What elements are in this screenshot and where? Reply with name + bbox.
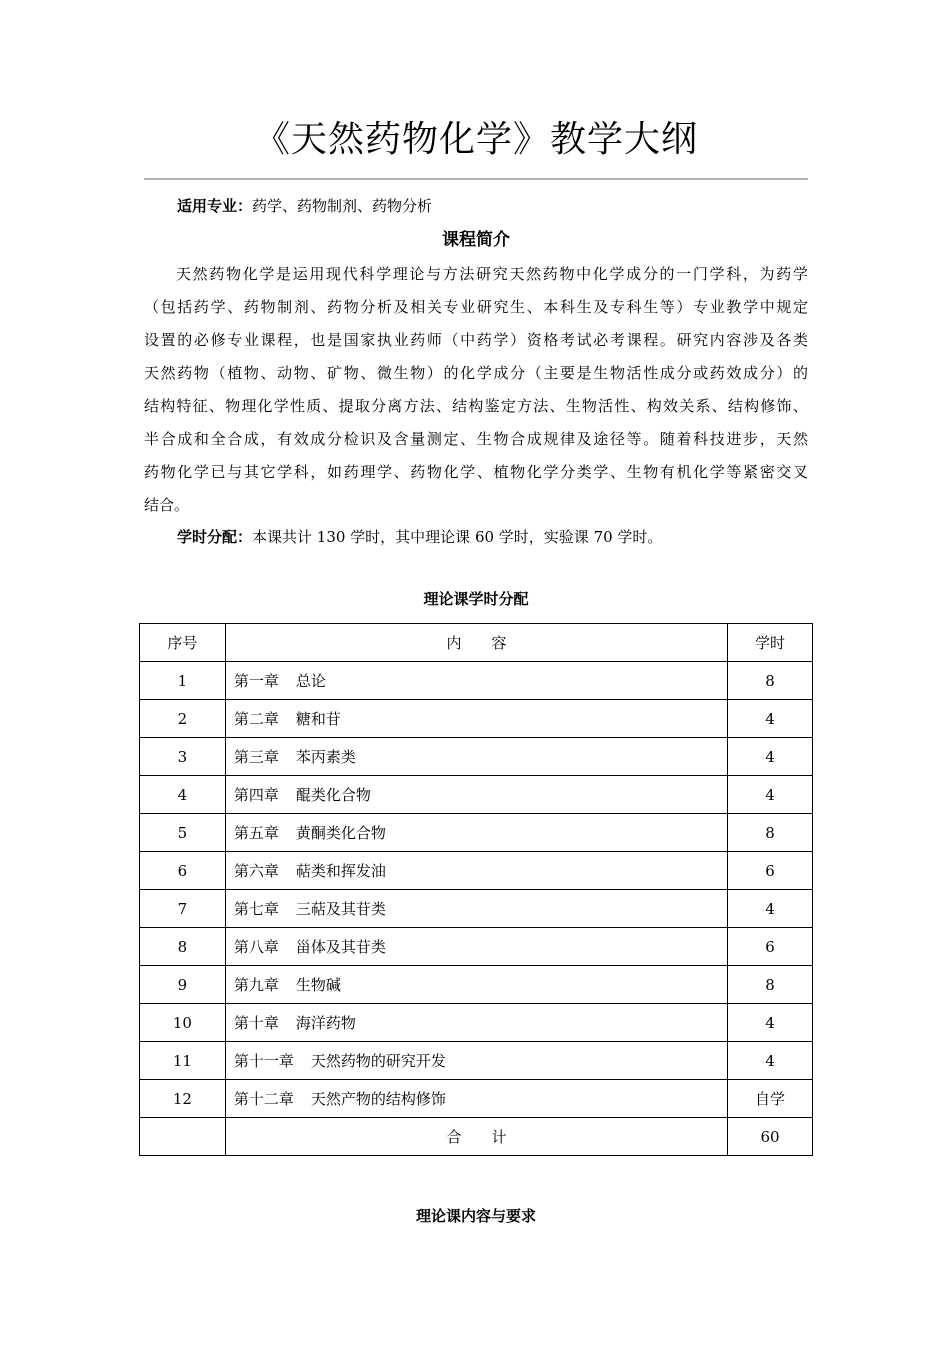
intro-line: 半 合 成 和 全 合 成 ， 有 效 成 分 检 识 及 含 量 测 定 、 生 物 合 成 规 律 及 途 径 等 。 随 着 科 技 进 步 ， 天 然 [144,430,808,448]
hours-label: 学时分配： [177,528,253,546]
row-chapter: 第二章 [233,710,279,728]
row-topic: 醌类化合物 [295,786,371,804]
row-num: 7 [140,890,226,928]
row-topic: 海洋药物 [295,1014,356,1032]
row-topic: 生物碱 [295,976,341,994]
row-content [225,852,727,890]
row-content [225,814,727,852]
page-title: 《天然药物化学》教学大纲 [253,119,698,160]
intro-line: 天 然 药 物 （ 植 物 、 动 物 、 矿 物 、 微 生 物 ） 的 化 学 成 分 （ 主 要 是 生 物 活 性 成 分 或 药 效 成 分 ） 的 [144,364,808,382]
row-num: 4 [140,776,226,814]
row-hours: 4 [728,890,813,928]
total-hours: 60 [728,1118,813,1156]
total-num [140,1118,226,1156]
row-chapter: 第五章 [233,824,279,842]
table-row [140,738,813,776]
row-num: 3 [140,738,226,776]
row-topic: 甾体及其苷类 [295,938,386,956]
row-chapter: 第七章 [233,900,279,918]
table-row [140,1080,813,1118]
row-hours: 4 [728,776,813,814]
row-chapter: 第八章 [233,938,279,956]
hours-table [139,623,813,1156]
row-chapter: 第四章 [233,786,279,804]
major-value: 药学、药物制剂、药物分析 [252,197,433,215]
row-topic: 总论 [295,672,326,690]
row-hours: 4 [728,1004,813,1042]
row-chapter: 第三章 [233,748,279,766]
hours-value: 本课共计 130 学时，其中理论课 60 学时，实验课 70 学时。 [252,528,663,546]
table-header-row [140,624,813,662]
row-content [225,890,727,928]
row-content [225,738,727,776]
row-content [225,776,727,814]
table-row [140,814,813,852]
row-content [225,700,727,738]
row-topic: 糖和苷 [295,710,341,728]
row-num: 2 [140,700,226,738]
row-hours: 8 [728,814,813,852]
row-num: 1 [140,662,226,700]
row-content [225,1004,727,1042]
table-row [140,1042,813,1080]
row-topic: 天然药物的研究开发 [310,1052,446,1070]
row-hours: 6 [728,928,813,966]
row-topic: 苯丙素类 [295,748,356,766]
header-num: 序号 [140,624,226,662]
table-row [140,966,813,1004]
row-topic: 萜类和挥发油 [295,862,386,880]
row-hours: 4 [728,1042,813,1080]
row-content [225,1042,727,1080]
intro-line: 结 构 特 征 、 物 理 化 学 性 质 、 提 取 分 离 方 法 、 结 构 鉴 定 方 法 、 生 物 活 性 、 构 效 关 系 、 结 构 修 饰 、 [144,397,808,415]
table-row [140,700,813,738]
major-label: 适用专业： [177,197,253,215]
row-hours: 自学 [728,1080,813,1118]
row-num: 8 [140,928,226,966]
row-topic: 三萜及其苷类 [295,900,386,918]
intro-line: 药 物 化 学 已 与 其 它 学 科 ， 如 药 理 学 、 药 物 化 学 、 植 物 化 学 分 类 学 、 生 物 有 机 化 学 等 紧 密 交 叉 [144,463,808,481]
hours-allocation [177,525,662,549]
intro-line: 天 然 药 物 化 学 是 运 用 现 代 科 学 理 论 与 方 法 研 究 天 然 药 物 中 化 学 成 分 的 一 门 学 科 ， 为 药 学 [176,265,808,283]
title-divider [144,178,808,180]
row-num: 11 [140,1042,226,1080]
row-hours: 6 [728,852,813,890]
table-row [140,662,813,700]
intro-paragraph [144,262,808,526]
row-chapter: 第九章 [233,976,279,994]
table-row [140,1004,813,1042]
row-content [225,1080,727,1118]
table-row [140,852,813,890]
row-hours: 8 [728,662,813,700]
intro-line: （ 包 括 药 学 、 药 物 制 剂 、 药 物 分 析 及 相 关 专 业 研 究 生 、 本 科 生 及 专 科 生 等 ） 专 业 教 学 中 规 定 [144,298,808,316]
row-chapter: 第一章 [233,672,279,690]
row-content [225,928,727,966]
total-label: 合 计 [225,1118,727,1156]
row-num: 6 [140,852,226,890]
row-num: 12 [140,1080,226,1118]
intro-line: 结合。 [144,496,190,514]
row-chapter: 第十一章 [233,1052,294,1070]
row-chapter: 第十章 [233,1014,279,1032]
row-topic: 天然产物的结构修饰 [310,1090,446,1108]
row-num: 9 [140,966,226,1004]
table-row [140,890,813,928]
table-row [140,928,813,966]
row-hours: 4 [728,700,813,738]
table-title: 理论课学时分配 [423,590,529,608]
row-topic: 黄酮类化合物 [295,824,386,842]
row-chapter: 第十二章 [233,1090,294,1108]
table-row [140,776,813,814]
header-hours: 学时 [728,624,813,662]
row-content [225,662,727,700]
row-hours: 8 [728,966,813,1004]
intro-line: 设 置 的 必 修 专 业 课 程 ， 也 是 国 家 执 业 药 师 （ 中 药 学 ） 资 格 考 试 必 考 课 程 。 研 究 内 容 涉 及 各 类 [144,331,808,349]
row-chapter: 第六章 [233,862,279,880]
intro-heading: 课程简介 [442,230,510,250]
section-heading: 理论课内容与要求 [415,1207,536,1225]
row-num: 10 [140,1004,226,1042]
applicable-major [177,194,432,218]
row-content [225,966,727,1004]
table-total-row [140,1118,813,1156]
row-hours: 4 [728,738,813,776]
header-content: 内 容 [225,624,727,662]
row-num: 5 [140,814,226,852]
